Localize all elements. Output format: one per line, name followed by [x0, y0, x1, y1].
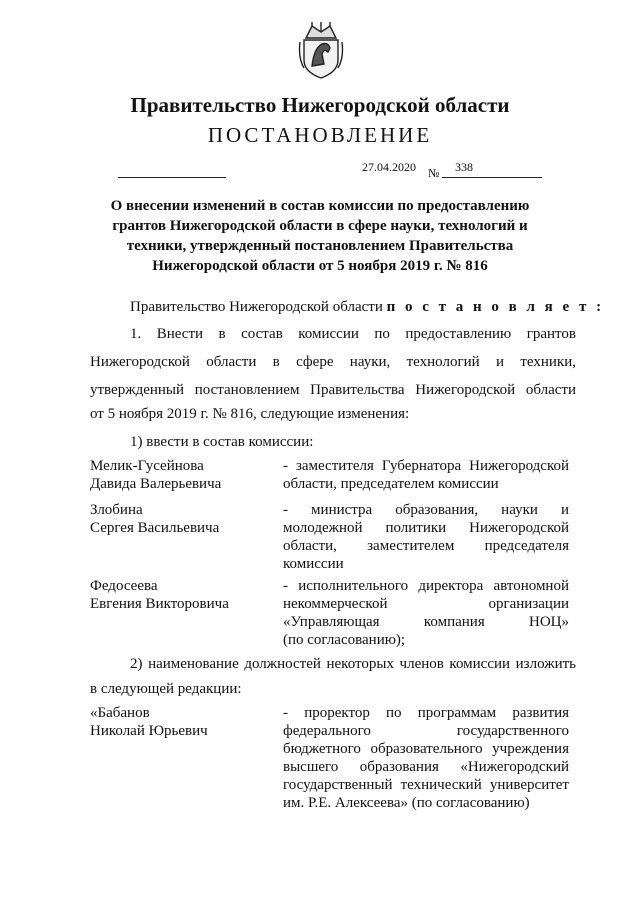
coat-of-arms-emblem	[298, 20, 344, 82]
title-line: техники, утвержденный постановлением Правительства	[126, 238, 514, 254]
position-line: государственный технический университет	[283, 777, 569, 793]
item1-line: Нижегородской области в сфере науки, технологий и техники,	[90, 354, 576, 370]
position-line: высшего образования «Нижегородский	[283, 759, 569, 775]
position-line: - министра образования, науки и	[283, 502, 569, 518]
position-line: молодежной политики Нижегородской	[283, 520, 569, 536]
item1-line: 1. Внести в состав комиссии по предоставлению грантов	[130, 326, 576, 342]
member-given-names: Давида Валерьевича	[90, 476, 222, 492]
member-name	[90, 457, 221, 493]
member-position	[283, 577, 569, 649]
title-line: Нижегородской области от 5 ноября 2019 г. № 816	[152, 258, 488, 274]
position-line: - проректор по программам развития	[283, 705, 569, 721]
position-line: комиссии	[283, 556, 344, 572]
member-position	[283, 457, 569, 493]
member-surname: Мелик-Гусейнова	[90, 458, 204, 474]
member-name	[90, 501, 219, 537]
position-line: «Управляющая компания НОЦ»	[283, 614, 569, 630]
position-line: области, председателем комиссии	[283, 476, 499, 492]
member-surname: «Бабанов	[90, 705, 150, 721]
position-line: (по согласованию);	[283, 632, 406, 648]
position-line: - заместителя Губернатора Нижегородской	[283, 458, 569, 474]
title-line: О внесении изменений в состав комиссии по предоставлению	[110, 198, 530, 214]
document-number: 338	[455, 160, 473, 174]
position-line: некоммерческой организации	[283, 596, 569, 612]
position-line: бюджетного образовательного учреждения	[283, 741, 569, 757]
subitem1: 1) ввести в состав комиссии:	[130, 434, 314, 450]
member-given-names: Сергея Васильевича	[90, 520, 220, 536]
preamble-text: Правительство Нижегородской области	[130, 299, 387, 315]
member-given-names: Николай Юрьевич	[90, 723, 208, 739]
position-line: им. Р.Е. Алексеева» (по согласованию)	[283, 795, 530, 811]
date-underline-left	[118, 177, 226, 178]
preamble	[130, 297, 604, 317]
title-line: грантов Нижегородской области в сфере науки, технологий и	[112, 218, 528, 234]
member-name	[90, 577, 229, 613]
subitem2-line: в следующей редакции:	[90, 681, 242, 697]
decree-word: п о с т а н о в л я е т :	[386, 299, 605, 315]
member-position	[283, 704, 569, 812]
position-line: федерального государственного	[283, 723, 569, 739]
item1-line: утвержденный постановлением Правительства Нижегородской области	[90, 382, 576, 398]
subitem2-line: 2) наименование должностей некоторых членов комиссии изложить	[130, 656, 576, 672]
number-sign: №	[428, 166, 440, 180]
position-line: - исполнительного директора автономной	[283, 578, 569, 594]
number-underline	[442, 177, 542, 178]
document-title	[100, 196, 540, 276]
organization-name: Правительство Нижегородской области	[130, 93, 510, 117]
member-position	[283, 501, 569, 573]
member-name	[90, 704, 208, 740]
member-surname: Злобина	[90, 502, 143, 518]
document-date: 27.04.2020	[362, 160, 416, 174]
member-surname: Федосеева	[90, 578, 158, 594]
document-type: ПОСТАНОВЛЕНИЕ	[207, 123, 433, 147]
item1-line: от 5 ноября 2019 г. № 816, следующие изменения:	[90, 406, 410, 422]
member-given-names: Евгения Викторовича	[90, 596, 229, 612]
position-line: области, заместителем председателя	[283, 538, 569, 554]
